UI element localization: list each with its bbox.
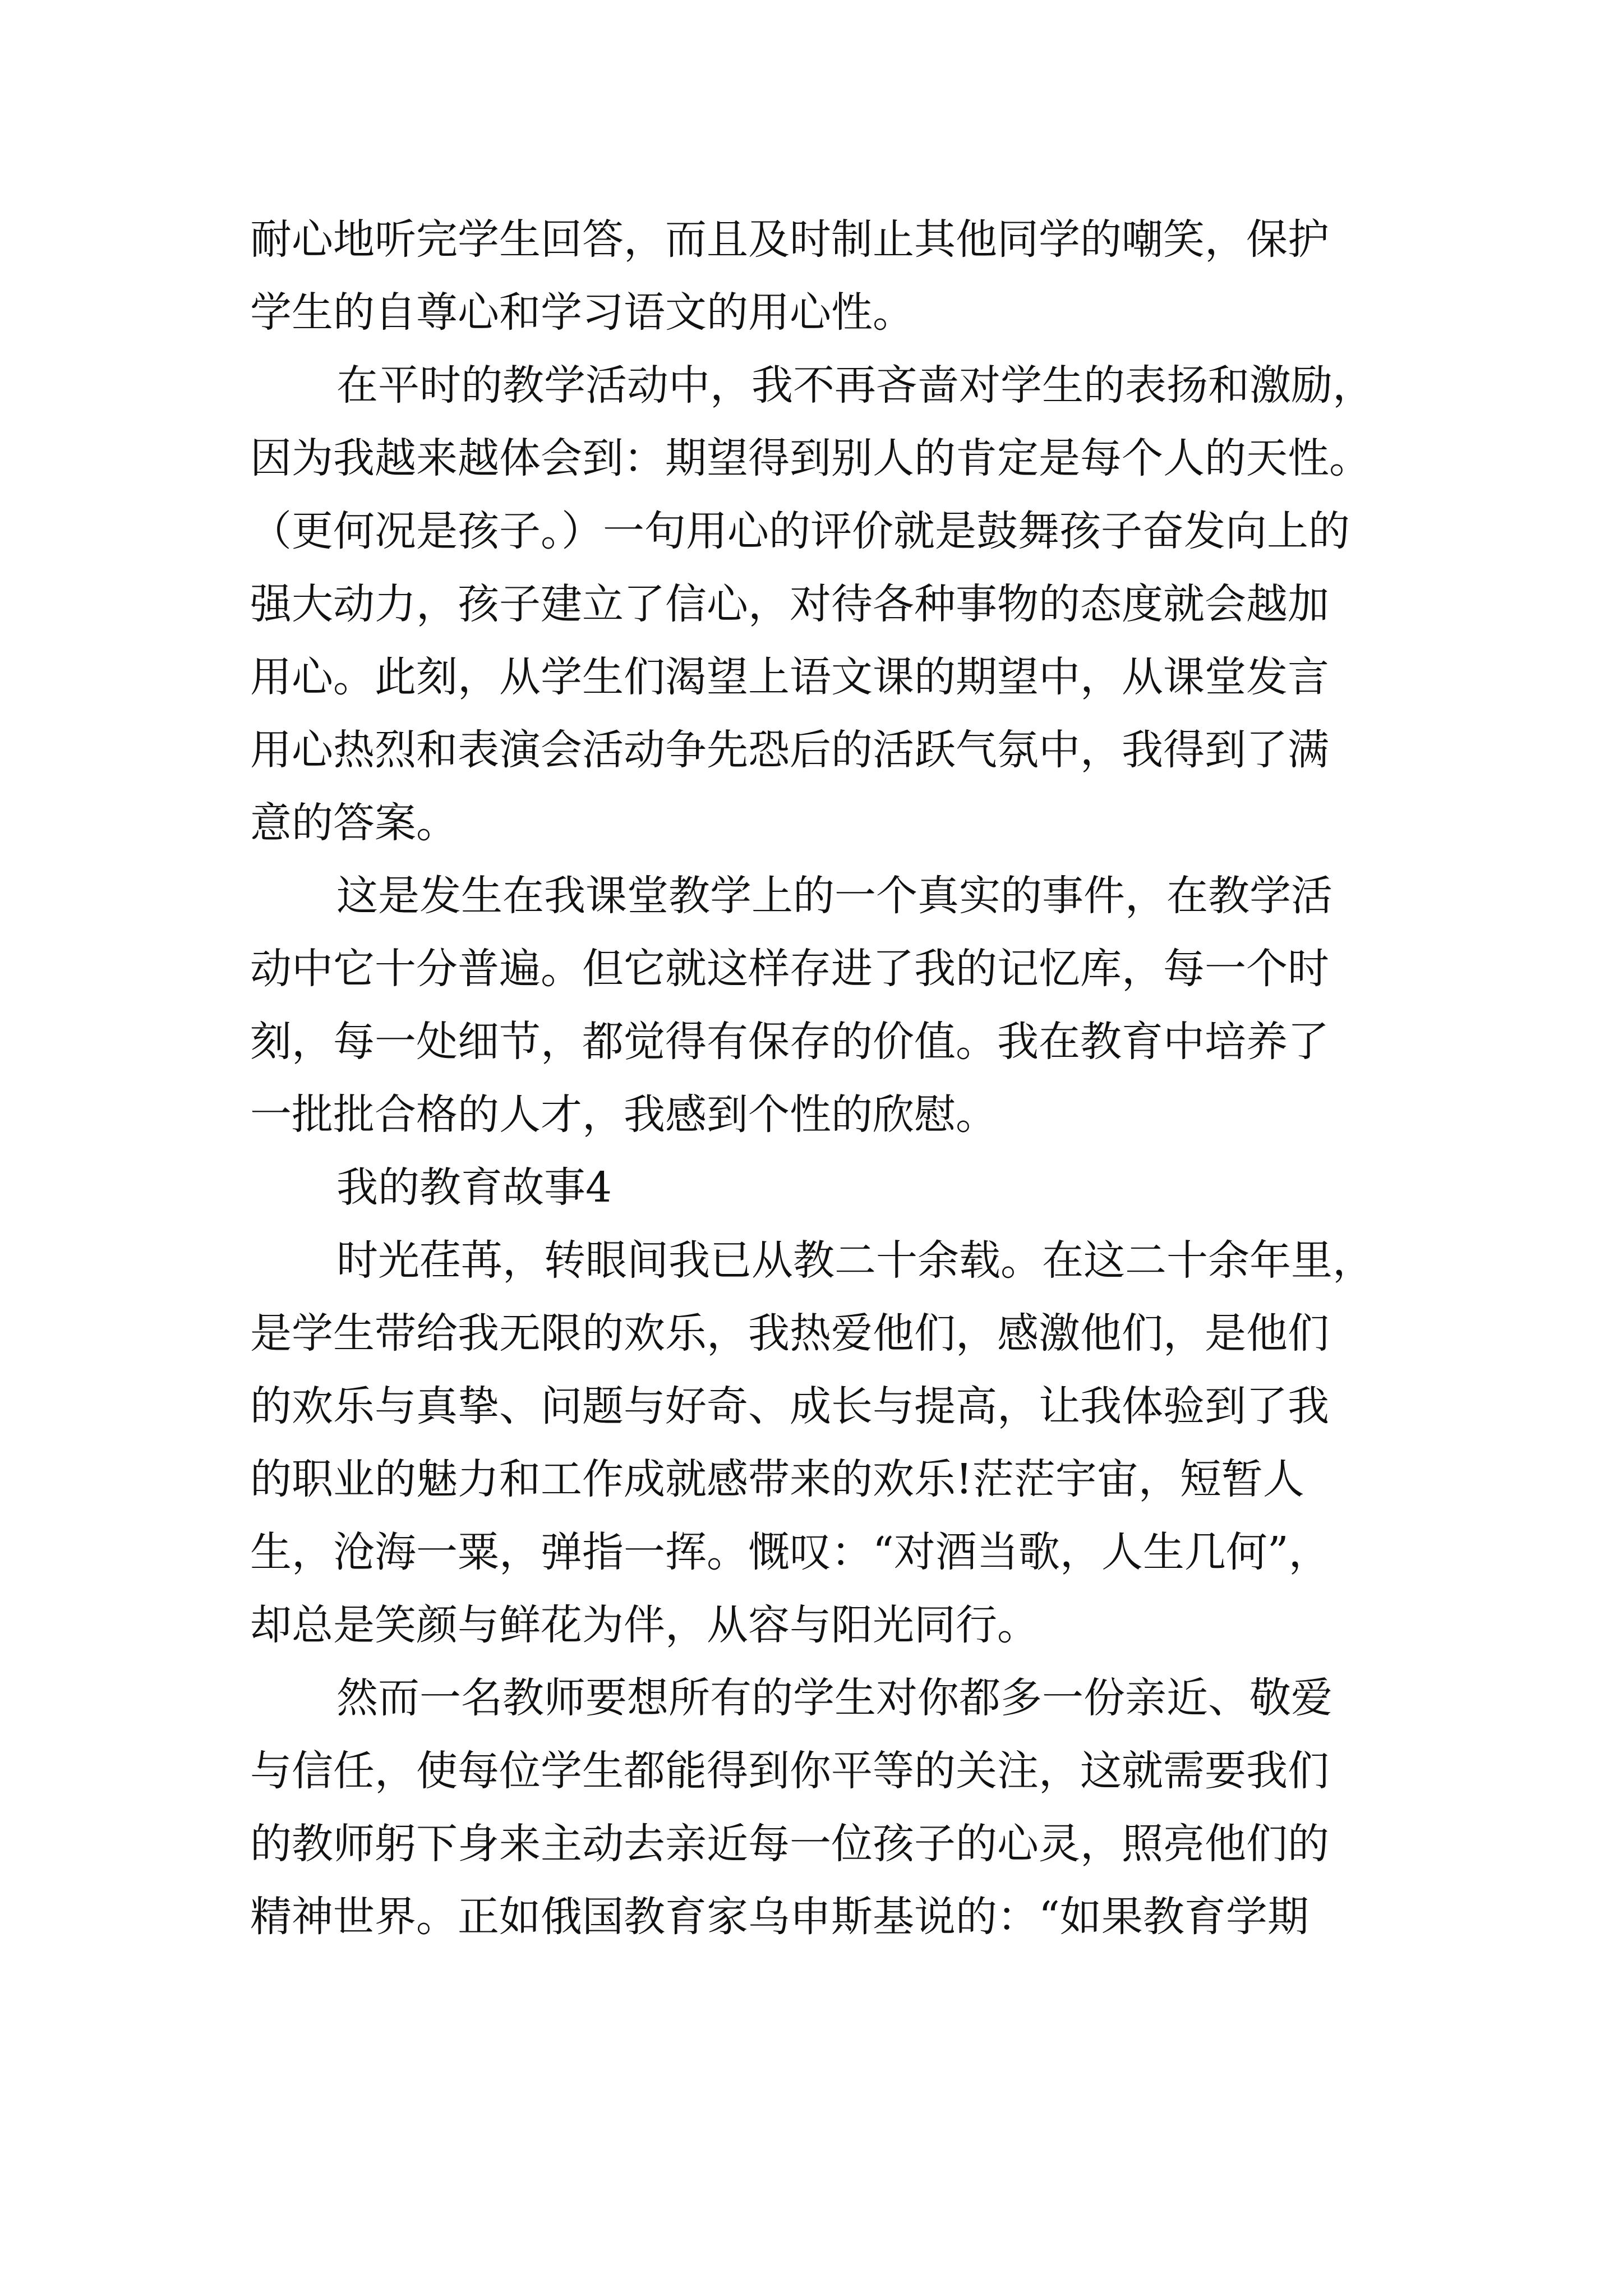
text-line: 动中它十分普遍。但它就这样存进了我的记忆库，每一个时 bbox=[250, 945, 1329, 993]
text-line: 在平时的教学活动中，我不再吝啬对学生的表扬和激励， bbox=[336, 361, 1374, 409]
text-line: 然而一名教师要想所有的学生对你都多一份亲近、敬爱 bbox=[336, 1674, 1332, 1722]
text-line: 因为我越来越体会到：期望得到别人的肯定是每个人的天性。 bbox=[250, 434, 1371, 482]
text-line: 意的答案。 bbox=[250, 799, 458, 847]
text-line: 刻，每一处细节，都觉得有保存的价值。我在教育中培养了 bbox=[250, 1018, 1329, 1066]
text-line: 精神世界。正如俄国教育家乌申斯基说的：“如果教育学期 bbox=[250, 1893, 1309, 1941]
text-line: 是学生带给我无限的欢乐，我热爱他们，感激他们，是他们 bbox=[250, 1309, 1329, 1358]
section-heading: 我的教育故事4 bbox=[336, 1163, 612, 1212]
text-line: 学生的自尊心和学习语文的用心性。 bbox=[250, 288, 914, 337]
text-line: 用心热烈和表演会活动争先恐后的活跃气氛中，我得到了满 bbox=[250, 726, 1329, 774]
text-line: 一批批合格的人才，我感到个性的欣慰。 bbox=[250, 1091, 997, 1139]
text-line: 这是发生在我课堂教学上的一个真实的事件，在教学活 bbox=[336, 872, 1332, 920]
text-line: 的职业的魅力和工作成就感带来的欢乐!茫茫宇宙，短暂人 bbox=[250, 1455, 1304, 1503]
text-line: 时光荏苒，转眼间我已从教二十余载。在这二十余年里， bbox=[336, 1236, 1374, 1285]
text-line: 却总是笑颜与鲜花为伴，从容与阳光同行。 bbox=[250, 1601, 1039, 1649]
text-line: 用心。此刻，从学生们渴望上语文课的期望中，从课堂发言 bbox=[250, 653, 1329, 701]
text-line: 强大动力，孩子建立了信心，对待各种事物的态度就会越加 bbox=[250, 580, 1329, 628]
text-line: 生，沧海一粟，弹指一挥。慨叹：“对酒当歌，人生几何”， bbox=[250, 1528, 1330, 1576]
text-line: 耐心地听完学生回答，而且及时制止其他同学的嘲笑，保护 bbox=[250, 215, 1329, 264]
text-line: （更何况是孩子。）一句用心的评价就是鼓舞孩子奋发向上的 bbox=[250, 507, 1350, 555]
text-line: 的欢乐与真挚、问题与好奇、成长与提高，让我体验到了我 bbox=[250, 1382, 1329, 1430]
text-line: 的教师躬下身来主动去亲近每一位孩子的心灵，照亮他们的 bbox=[250, 1820, 1329, 1868]
text-line: 与信任，使每位学生都能得到你平等的关注，这就需要我们 bbox=[250, 1747, 1329, 1795]
